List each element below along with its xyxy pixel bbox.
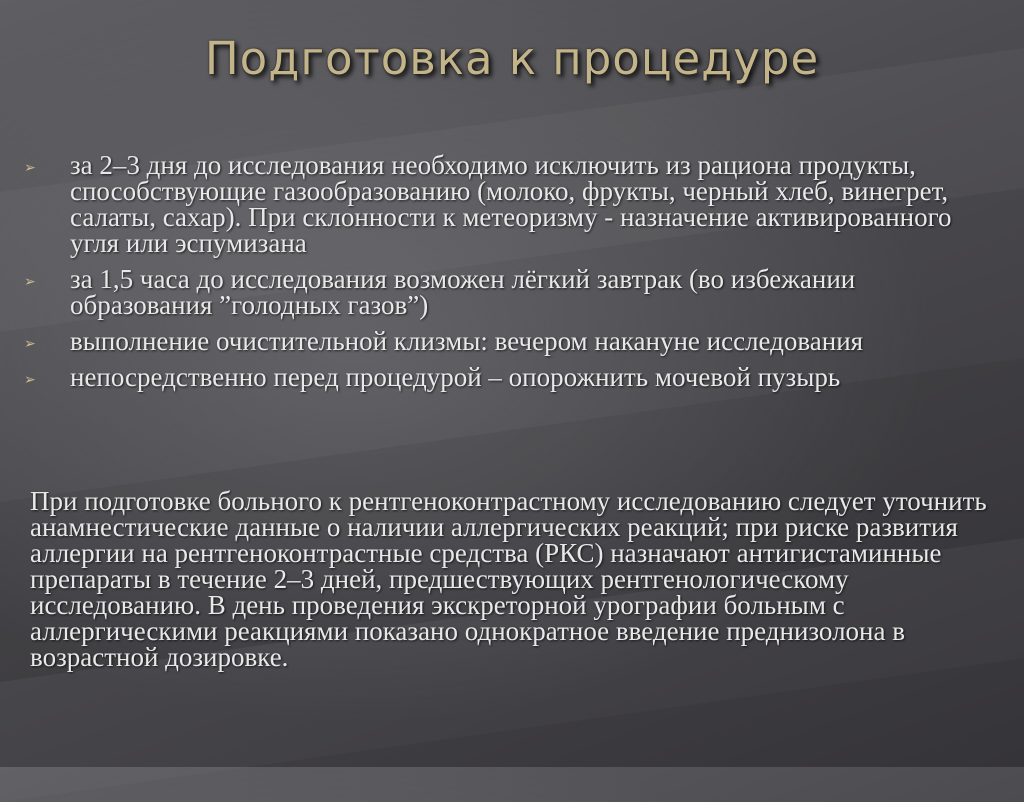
bullet-item	[24, 328, 1004, 354]
bullet-text: непосредственно перед процедурой – опорожнить мочевой пузырь	[70, 362, 841, 392]
bullet-item	[24, 152, 1004, 256]
arrow-bullet-icon: ➢	[24, 274, 36, 290]
body-paragraph: При подготовке больного к рентгеноконтрастному исследованию следует уточнить анамнестические данные о наличии аллергических реакций; при риске развития аллергии на рентгеноконтрастные средства (РКС) назначают антигистаминные препараты в течение 2–3 дней, предшествующих рентгенологическому исследованию. В день проведения экскреторной урографии больным с аллергическими реакциями показано однократное введение преднизолона в возрастной дозировке.	[30, 486, 987, 672]
slide-title: Подготовка к процедуре	[204, 32, 820, 85]
bullet-item	[24, 266, 1004, 318]
bullet-list	[24, 152, 1004, 400]
bullet-item	[24, 364, 1004, 390]
arrow-bullet-icon: ➢	[24, 336, 36, 352]
arrow-bullet-icon: ➢	[24, 372, 36, 388]
bullet-text: выполнение очистительной клизмы: вечером накануне исследования	[70, 326, 864, 356]
arrow-bullet-icon: ➢	[24, 160, 36, 176]
bullet-text: за 2–3 дня до исследования необходимо исключить из рациона продукты, способствующие газообразованию (молоко, фрукты, черный хлеб, винегрет, салаты, сахар). При склонности к метеоризму - назначение активированного угля или эспумизана	[70, 150, 952, 258]
bullet-text: за 1,5 часа до исследования возможен лёгкий завтрак (во избежании образования ”голодных газов”)	[70, 264, 856, 320]
